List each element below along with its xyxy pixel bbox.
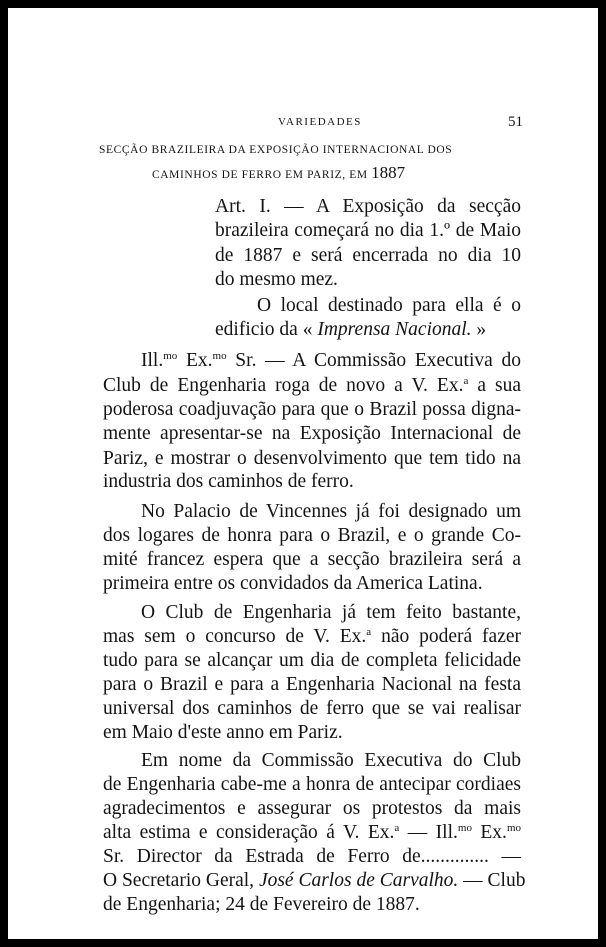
letter-line-2: Club de Engenharia roga de novo a V. Ex.$^a$ a sua bbox=[103, 375, 521, 396]
article-line-1: Art. I. — A Exposição da secção bbox=[215, 196, 521, 217]
para3-line-3: tudo para se alcançar um dia de completa felicidade bbox=[103, 650, 521, 671]
letter-line-3: poderosa coadjuvação para que o Brazil possa digna- bbox=[103, 399, 521, 420]
letter-line-4: mente apresentar-se na Exposição Internacional de bbox=[103, 423, 521, 444]
running-title: VARIEDADES bbox=[278, 116, 362, 128]
para2-line-4: primeira entre os convidados da America Latina. bbox=[103, 573, 483, 594]
para3-line-2: mas sem o concurso de V. Ex.$^a$ não poderá fazer bbox=[103, 626, 521, 647]
para4-line-3: agradecimentos e assegurar os protestos da mais bbox=[103, 798, 521, 819]
letter-line-5: Pariz, e mostrar o desenvolvimento que tem tido na bbox=[103, 448, 521, 469]
article-line-3: de 1887 e será encerrada no dia 10 bbox=[215, 245, 521, 266]
para3-line-5: universal dos caminhos de ferro que se vai realisar bbox=[103, 698, 521, 719]
page-number: 51 bbox=[508, 114, 523, 130]
para4-line-1: Em nome da Commissão Executiva do Club bbox=[141, 750, 521, 771]
para4-line-4: alta estima e consideração á V. Ex.$^a$ — Ill.$^{mo}$ Ex.$^{mo}$ bbox=[103, 822, 521, 843]
imprensa-nacional: Imprensa Nacional. bbox=[317, 319, 472, 340]
section-title-line-1: SECÇÃO BRAZILEIRA DA EXPOSIÇÃO INTERNACIONAL DOS bbox=[99, 144, 453, 156]
letter-line-1: Ill.$^{mo}$ Ex.$^{mo}$ Sr. — A Commissão Executiva do bbox=[141, 350, 521, 371]
article-line-4: do mesmo mez. bbox=[215, 269, 338, 290]
para4-line-2: de Engenharia cabe-me a honra de antecipar cordiaes bbox=[103, 774, 521, 795]
section-title-line-2: CAMINHOS DE FERRO EM PARIZ, EM 1887 bbox=[152, 163, 406, 182]
para4-line-6: O Secretario Geral, José Carlos de Carvalho. — Club bbox=[103, 870, 526, 891]
para2-line-2: dos logares de honra para o Brazil, e o grande Co- bbox=[103, 525, 521, 546]
para3-line-6: em Maio d'este anno em Pariz. bbox=[103, 722, 343, 743]
para2-line-3: mité francez espera que a secção brazileira será a bbox=[103, 549, 521, 570]
secretary-name: José Carlos de Carvalho. bbox=[258, 870, 459, 891]
letter-line-6: industria dos caminhos de ferro. bbox=[103, 471, 354, 492]
para4-line-5: Sr. Director da Estrada de Ferro de.............. — bbox=[103, 846, 521, 867]
article-line-5: O local destinado para ella é o bbox=[257, 295, 521, 316]
article-line-6: edificio da « Imprensa Nacional. » bbox=[215, 319, 487, 340]
book-page bbox=[8, 8, 598, 939]
para3-line-4: para o Brazil e para a Engenharia Nacional na festa bbox=[103, 674, 521, 695]
para4-line-7: de Engenharia; 24 de Fevereiro de 1887. bbox=[103, 894, 420, 915]
article-line-2: brazileira começará no dia 1.º de Maio bbox=[215, 220, 521, 241]
para2-line-1: No Palacio de Vincennes já foi designado um bbox=[141, 501, 521, 522]
para3-line-1: O Club de Engenharia já tem feito bastante, bbox=[141, 602, 521, 623]
